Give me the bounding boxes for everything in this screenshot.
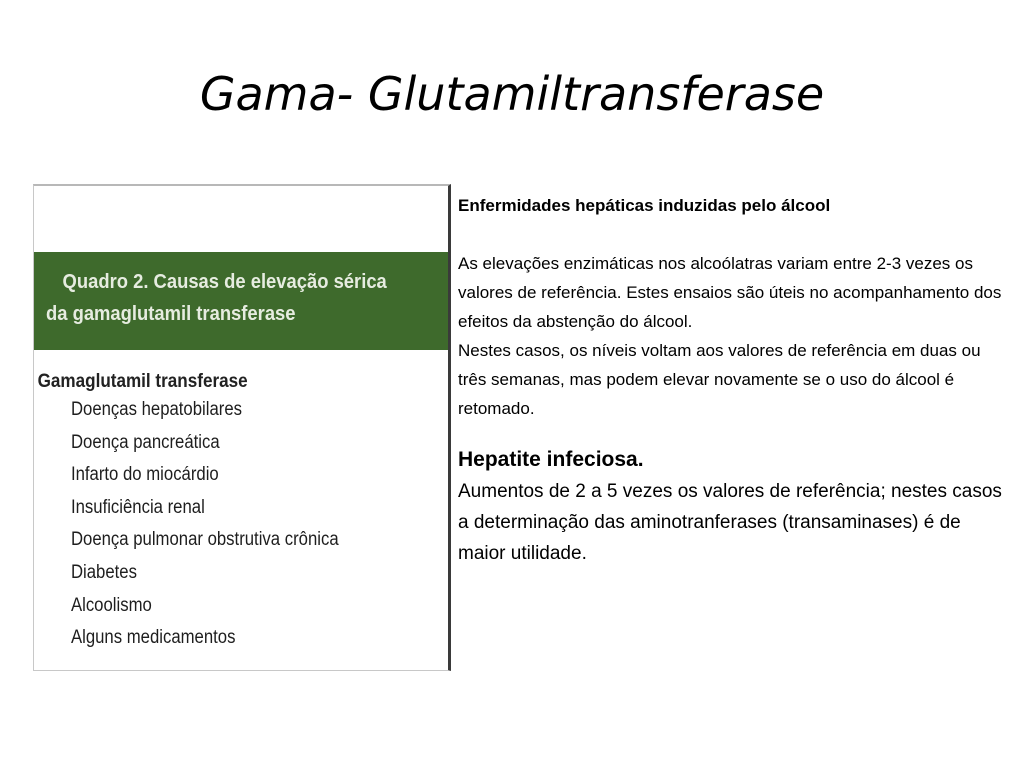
table-header-line-1: Quadro 2. Causas de elevação sérica bbox=[62, 271, 387, 293]
table-header bbox=[34, 252, 448, 350]
spacer bbox=[458, 423, 1003, 443]
alcohol-paragraph-2: Nestes casos, os níveis voltam aos valores de referência em duas ou três semanas, mas podem elevar novamente se o uso do álcool é retomado. bbox=[458, 341, 981, 418]
hepatitis-heading: Hepatite infeciosa. bbox=[458, 448, 644, 471]
hepatitis-paragraph: Aumentos de 2 a 5 vezes os valores de referência; nestes casos a determinação das aminotranferases (transaminases) é de maior utilidade. bbox=[458, 481, 1002, 564]
causes-table-image bbox=[33, 184, 451, 671]
list-item: Infarto do miocárdio bbox=[70, 464, 219, 486]
spacer bbox=[458, 220, 1003, 249]
alcohol-heading: Enfermidades hepáticas induzidas pelo álcool bbox=[458, 196, 831, 215]
list-item: Doença pancreática bbox=[70, 431, 220, 453]
table-body-title: Gamaglutamil transferase bbox=[37, 371, 248, 392]
table-body bbox=[34, 370, 448, 655]
alcohol-paragraph-1: As elevações enzimáticas nos alcoólatras variam entre 2-3 vezes os valores de referência. Estes ensaios são úteis no acompanhamento dos efeitos da abstenção do álcool. bbox=[458, 254, 1002, 331]
table-header-line-2: da gamaglutamil transferase bbox=[46, 303, 296, 325]
list-item: Alcoolismo bbox=[70, 594, 152, 616]
slide-title: Gama- Glutamiltransferase bbox=[199, 67, 825, 121]
list-item: Doença pulmonar obstrutiva crônica bbox=[70, 529, 339, 551]
list-item: Diabetes bbox=[70, 561, 137, 583]
causes-list bbox=[34, 394, 448, 655]
list-item: Insuficiência renal bbox=[70, 496, 205, 518]
text-column bbox=[458, 191, 1003, 569]
list-item: Doenças hepatobilares bbox=[70, 399, 242, 420]
list-item: Alguns medicamentos bbox=[70, 627, 236, 649]
